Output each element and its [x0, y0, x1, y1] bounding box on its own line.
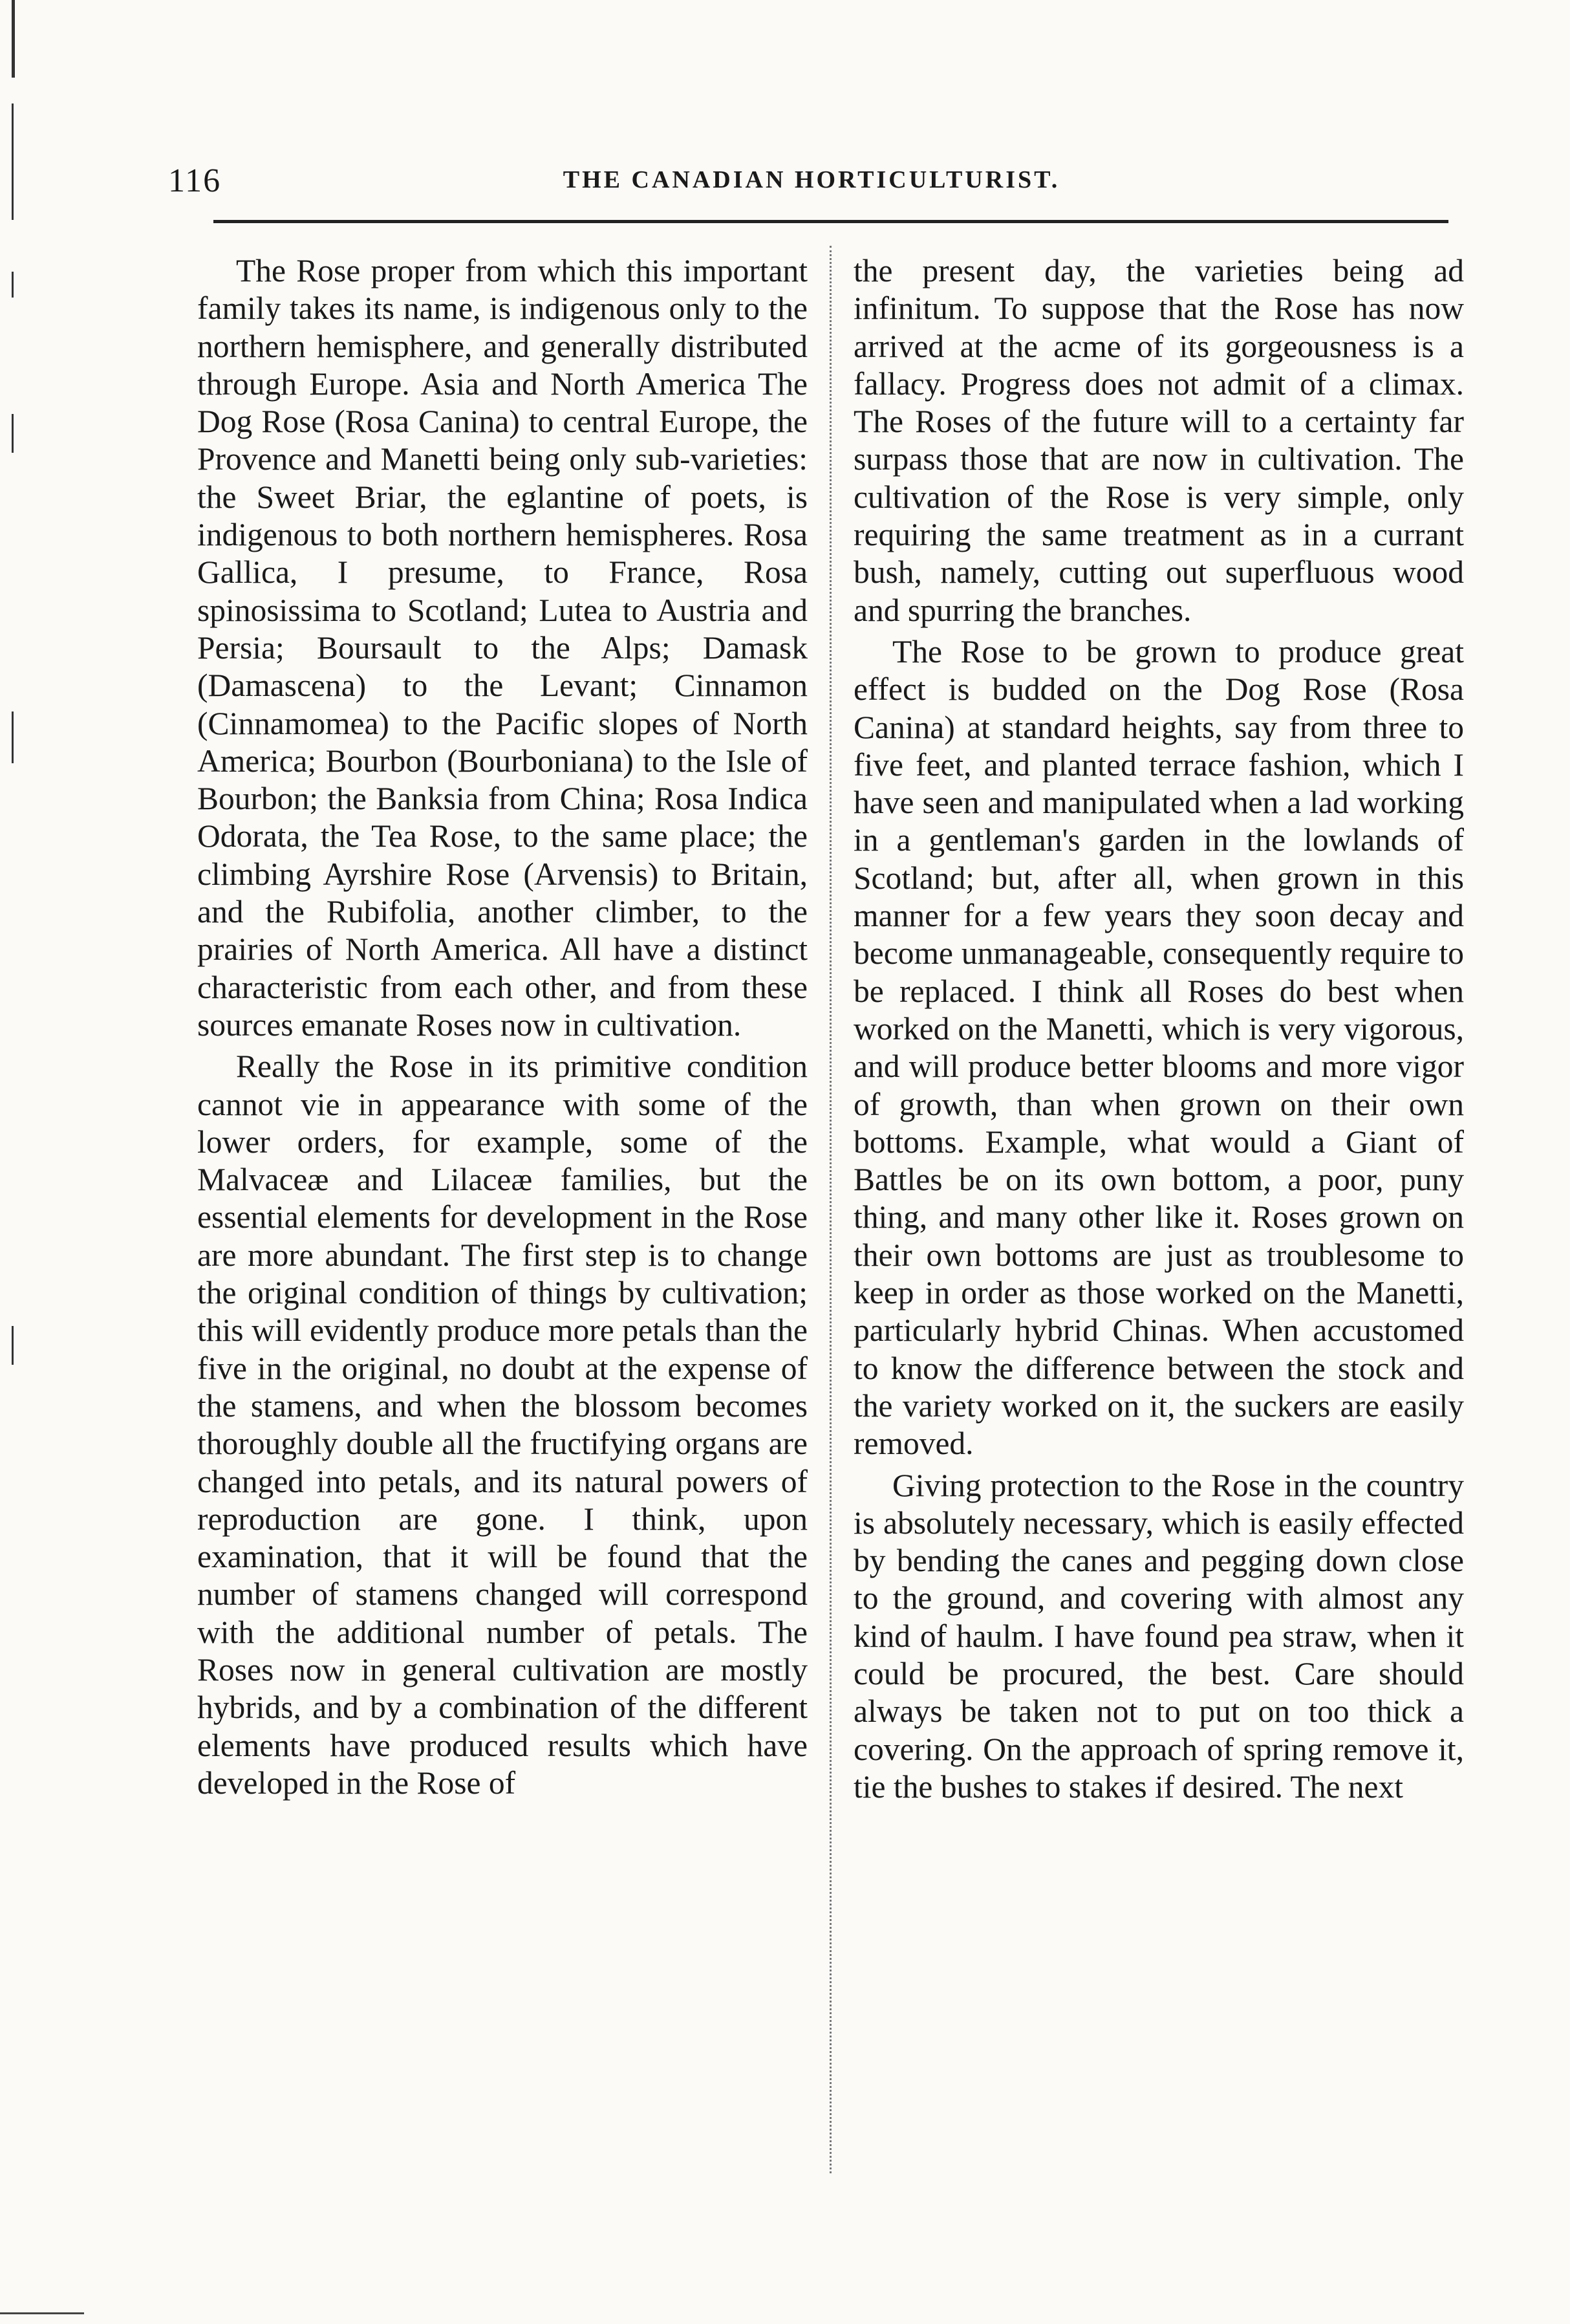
paragraph-continued: the present day, the varieties being ad infinitum. To suppose that the Rose has now arrived at the acme of its gorgeousness is a fallacy. Progress does not admit of a climax. The Roses of the future will to a certainty far surpass those that are now in cultivation. The cultivation of the Rose is very simple, only requiring the same treatment as in a currant bush, namely, cutting out superfluous wood and spurring the branches. [854, 253, 1464, 628]
footer-rule [0, 2312, 84, 2314]
paragraph: The Rose proper from which this important family takes its name, is indigenous only to the northern hemisphere, and generally distributed through Europe. Asia and North America The Dog Rose (Rosa Canina) to central Europe, the Provence and Manetti being only sub-varieties: the Sweet Briar, the eglantine of poets, is indigenous to both northern hemispheres. Rosa Gallica, I presume, to France, Rosa spinosissima to Scotland; Lutea to Austria and Persia; Boursault to the Alps; Damask (Damascena) to the Levant; Cinnamon (Cinnamomea) to the Pacific slopes of North America; Bourbon (Bourboniana) to the Isle of Bourbon; the Banksia from China; Rosa Indica Odorata, the Tea Rose, to the same place; the climbing Ayrshire Rose (Arvensis) to Britain, and the Rubifolia, another climber, to the prairies of North America. All have a distinct characteristic from each other, and from these sources emanate Roses now in cultivation. [197, 253, 808, 1043]
paragraph: The Rose to be grown to produce great effect is budded on the Dog Rose (Rosa Canina) at standard heights, say from three to five feet, and planted terrace fashion, which I have seen and manipulated when a lad working in a gentleman's garden in the lowlands of Scotland; but, after all, when grown in this manner for a few years they soon decay and become unmanageable, consequently require to be replaced. I think all Roses do best when worked on the Manetti, which is very vigorous, and will produce better blooms and more vigor of growth, than when grown on their own bottoms. Example, what would a Giant of Battles be on its own bottom, a poor, puny thing, and many other like it. Roses grown on their own bottoms are just as troublesome to keep in order as those worked on the Manetti, particularly hybrid Chinas. When accustomed to know the difference between the stock and the variety worked on it, the suckers are easily removed. [854, 633, 1464, 1462]
scan-edge-marks [12, 0, 38, 2324]
page-header [168, 162, 1455, 213]
paragraph: Really the Rose in its primitive condition cannot vie in appearance with some of the lower orders, for example, some of the Malvaceæ and Lilaceæ families, but the essential elements for development in the Rose are more abundant. The first step is to change the original condition of things by cultivation; this will evidently produce more petals than the five in the original, no doubt at the expense of the stamens, and when the blossom becomes thoroughly double all the fructifying organs are changed into petals, and its natural powers of reproduction are gone. I think, upon examination, that it will be found that the number of stamens changed will correspond with the additional number of petals. The Roses now in general cultivation are mostly hybrids, and by a combination of the different elements have produced results which have developed in the Rose of [197, 1048, 808, 1801]
left-column [197, 252, 808, 1802]
header-rule [213, 220, 1448, 223]
column-divider [830, 246, 832, 2173]
paragraph: Giving protection to the Rose in the country is absolutely necessary, which is easily effected by bending the canes and pegging down close to the ground, and covering with almost any kind of haulm. I have found pea straw, when it could be procured, the best. Care should always be taken not to put on too thick a covering. On the approach of spring remove it, tie the bushes to stakes if desired. The next [854, 1467, 1464, 1805]
right-column [854, 252, 1464, 1806]
running-title: THE CANADIAN HORTICULTURIST. [563, 166, 1060, 193]
page-number: 116 [168, 162, 222, 199]
